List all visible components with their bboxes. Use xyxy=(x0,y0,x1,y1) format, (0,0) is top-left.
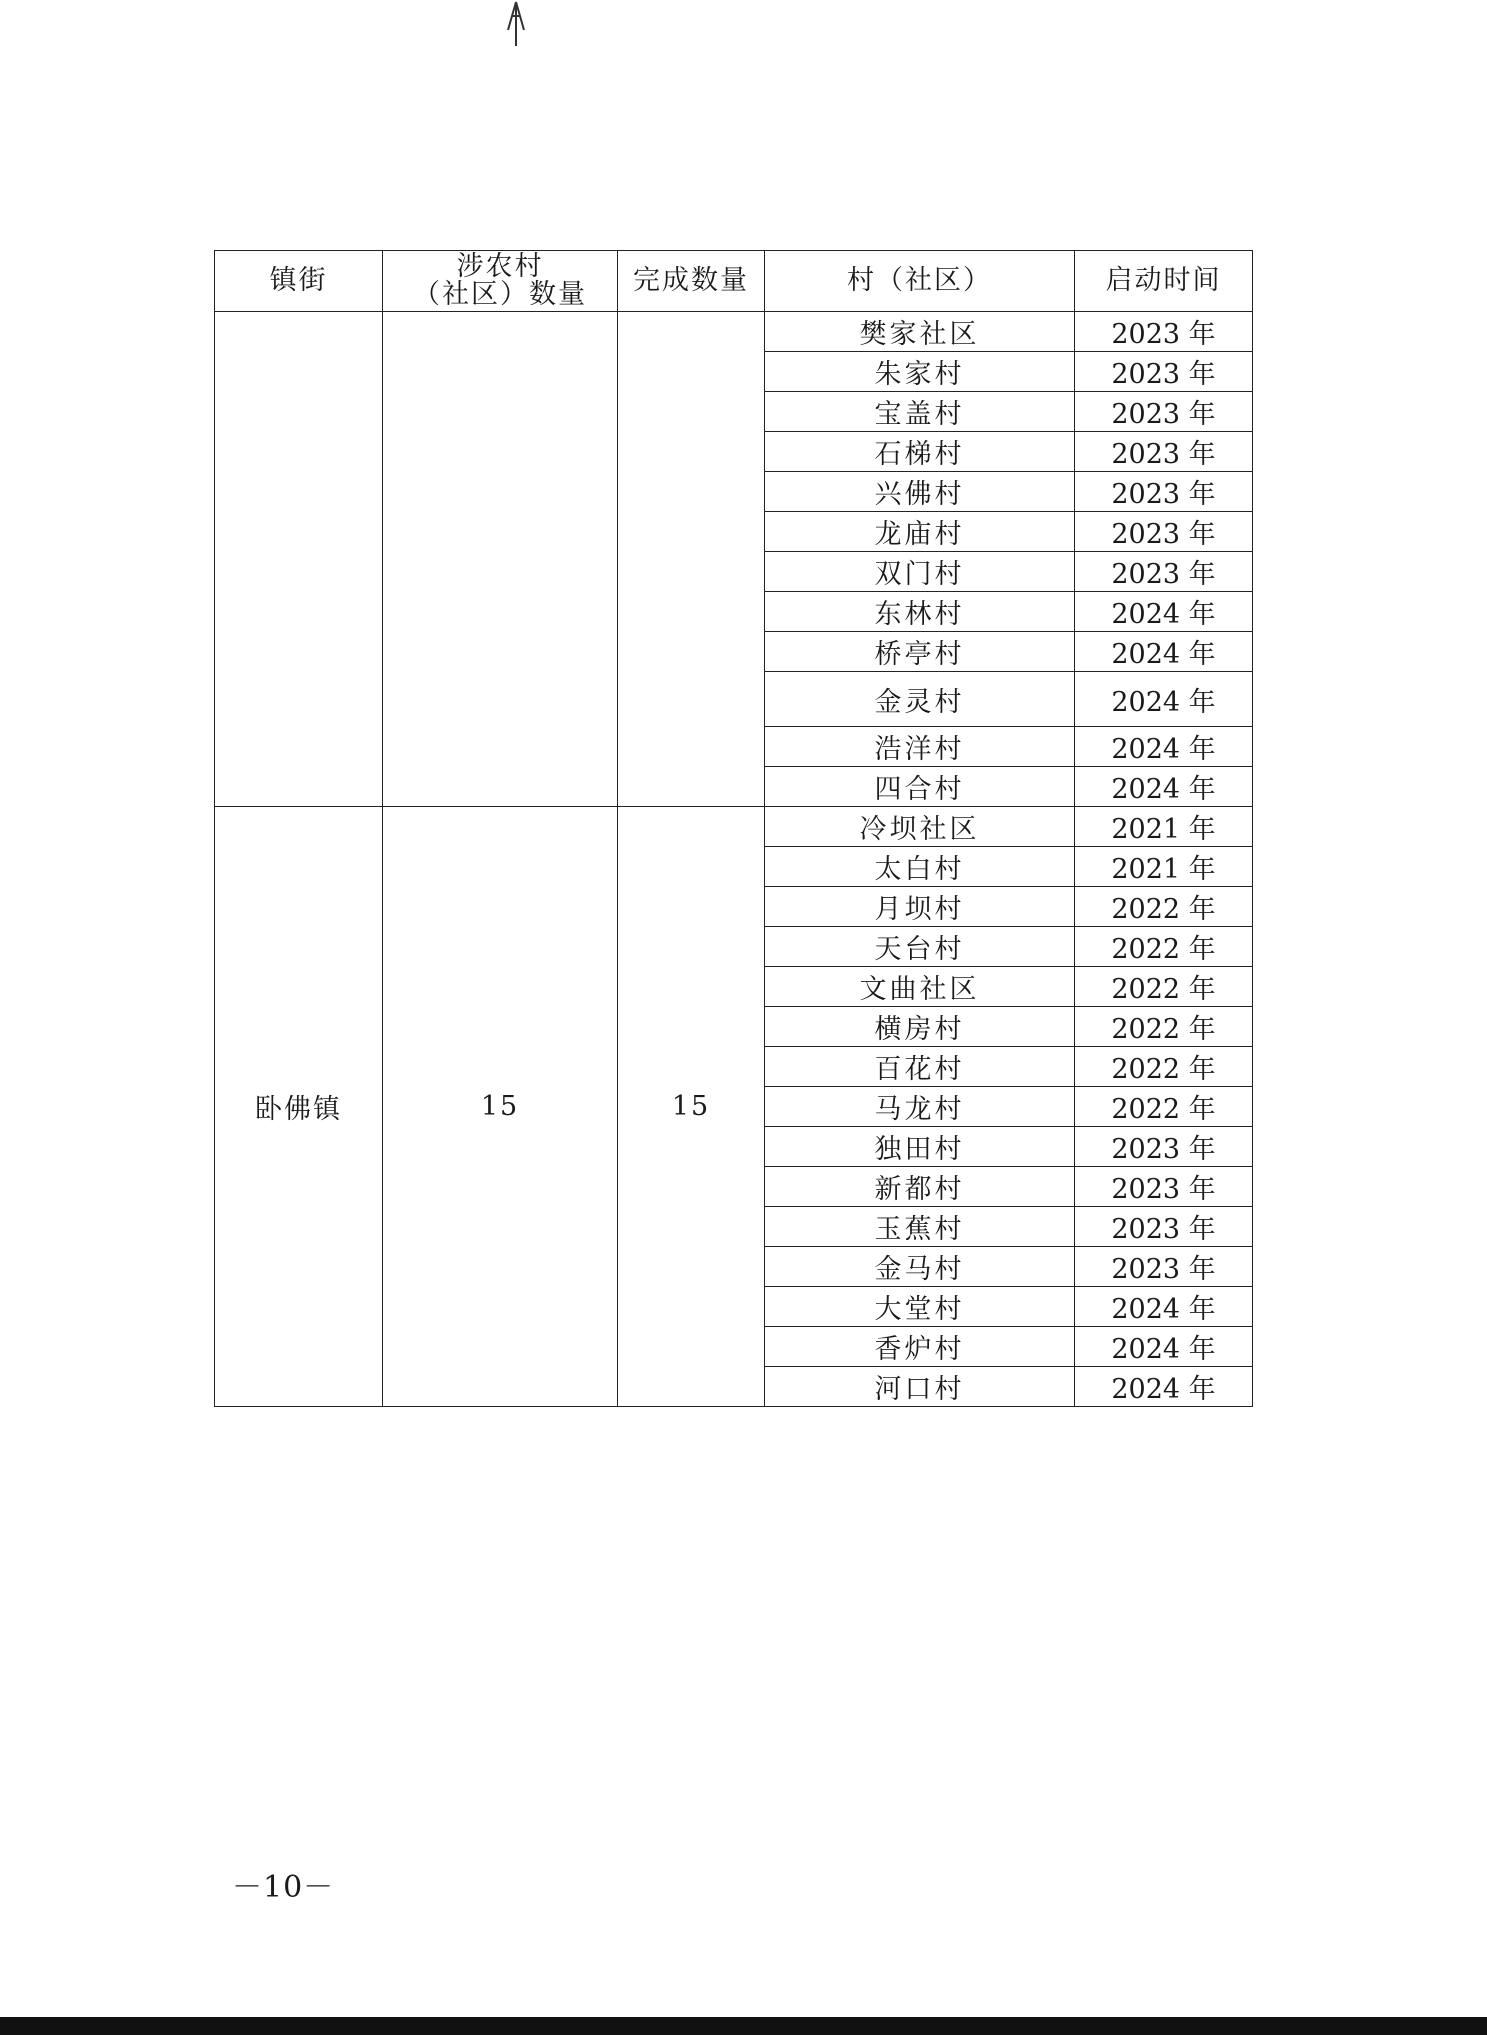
town-cell: 卧佛镇 xyxy=(215,807,383,1407)
completed-count-cell: 15 xyxy=(618,807,765,1407)
header-completed: 完成数量 xyxy=(618,251,765,312)
village-name-cell: 玉蕉村 xyxy=(765,1207,1075,1247)
start-year-cell: 2023 年 xyxy=(1075,472,1253,512)
village-name-cell: 马龙村 xyxy=(765,1087,1075,1127)
village-name-cell: 金灵村 xyxy=(765,672,1075,727)
village-name-cell: 东林村 xyxy=(765,592,1075,632)
village-name-cell: 百花村 xyxy=(765,1047,1075,1087)
header-village-count-line1: 涉农村 xyxy=(456,250,544,282)
village-name-cell: 河口村 xyxy=(765,1367,1075,1407)
start-year-cell: 2023 年 xyxy=(1075,392,1253,432)
start-year-cell: 2022 年 xyxy=(1075,1047,1253,1087)
header-village-count-line2: （社区）数量 xyxy=(413,279,587,310)
start-year-cell: 2024 年 xyxy=(1075,672,1253,727)
village-name-cell: 龙庙村 xyxy=(765,512,1075,552)
scan-mark-icon xyxy=(498,0,534,48)
start-year-cell: 2023 年 xyxy=(1075,1247,1253,1287)
village-count-cell: 15 xyxy=(383,807,618,1407)
village-name-cell: 香炉村 xyxy=(765,1327,1075,1367)
village-name-cell: 横房村 xyxy=(765,1007,1075,1047)
town-cell xyxy=(215,312,383,807)
start-year-cell: 2023 年 xyxy=(1075,1127,1253,1167)
village-table xyxy=(214,250,1253,1407)
table-row xyxy=(215,312,1253,352)
header-town: 镇街 xyxy=(215,251,383,312)
start-year-cell: 2024 年 xyxy=(1075,632,1253,672)
start-year-cell: 2024 年 xyxy=(1075,1327,1253,1367)
start-year-cell: 2021 年 xyxy=(1075,807,1253,847)
village-name-cell: 新都村 xyxy=(765,1167,1075,1207)
start-year-cell: 2022 年 xyxy=(1075,1007,1253,1047)
start-year-cell: 2024 年 xyxy=(1075,727,1253,767)
start-year-cell: 2024 年 xyxy=(1075,592,1253,632)
table-header xyxy=(215,251,1253,312)
start-year-cell: 2022 年 xyxy=(1075,927,1253,967)
village-name-cell: 桥亭村 xyxy=(765,632,1075,672)
start-year-cell: 2024 年 xyxy=(1075,1287,1253,1327)
header-village-count xyxy=(383,251,618,312)
village-name-cell: 双门村 xyxy=(765,552,1075,592)
village-name-cell: 兴佛村 xyxy=(765,472,1075,512)
village-name-cell: 石梯村 xyxy=(765,432,1075,472)
start-year-cell: 2022 年 xyxy=(1075,887,1253,927)
table-body xyxy=(215,312,1253,1407)
start-year-cell: 2023 年 xyxy=(1075,1167,1253,1207)
start-year-cell: 2023 年 xyxy=(1075,1207,1253,1247)
scan-bottom-edge xyxy=(0,2017,1487,2035)
village-name-cell: 四合村 xyxy=(765,767,1075,807)
village-name-cell: 太白村 xyxy=(765,847,1075,887)
start-year-cell: 2023 年 xyxy=(1075,352,1253,392)
village-name-cell: 天台村 xyxy=(765,927,1075,967)
village-name-cell: 朱家村 xyxy=(765,352,1075,392)
start-year-cell: 2022 年 xyxy=(1075,1087,1253,1127)
start-year-cell: 2022 年 xyxy=(1075,967,1253,1007)
village-name-cell: 大堂村 xyxy=(765,1287,1075,1327)
start-year-cell: 2021 年 xyxy=(1075,847,1253,887)
completed-count-cell xyxy=(618,312,765,807)
start-year-cell: 2024 年 xyxy=(1075,1367,1253,1407)
start-year-cell: 2023 年 xyxy=(1075,312,1253,352)
village-name-cell: 金马村 xyxy=(765,1247,1075,1287)
village-table-container xyxy=(214,250,1252,1407)
village-name-cell: 冷坝社区 xyxy=(765,807,1075,847)
page-number: －10－ xyxy=(232,1870,335,1905)
start-year-cell: 2023 年 xyxy=(1075,512,1253,552)
start-year-cell: 2023 年 xyxy=(1075,552,1253,592)
header-start-time: 启动时间 xyxy=(1075,251,1253,312)
start-year-cell: 2024 年 xyxy=(1075,767,1253,807)
header-village: 村（社区） xyxy=(765,251,1075,312)
start-year-cell: 2023 年 xyxy=(1075,432,1253,472)
table-row xyxy=(215,807,1253,847)
header-row xyxy=(215,251,1253,312)
village-name-cell: 宝盖村 xyxy=(765,392,1075,432)
village-count-cell xyxy=(383,312,618,807)
village-name-cell: 文曲社区 xyxy=(765,967,1075,1007)
village-name-cell: 樊家社区 xyxy=(765,312,1075,352)
village-name-cell: 浩洋村 xyxy=(765,727,1075,767)
village-name-cell: 独田村 xyxy=(765,1127,1075,1167)
village-name-cell: 月坝村 xyxy=(765,887,1075,927)
